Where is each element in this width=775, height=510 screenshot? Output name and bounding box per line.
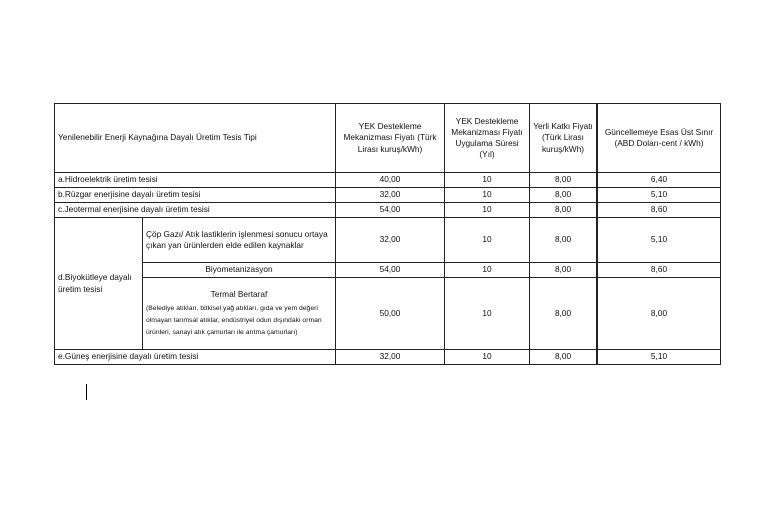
table-row bbox=[598, 263, 721, 278]
biomass-sub-label: Biyometanizasyon bbox=[143, 263, 336, 278]
thermal-title: Termal Bertaraf bbox=[210, 288, 268, 299]
header-type: Yenilenebilir Enerji Kaynağına Dayalı Üretim Tesis Tipi bbox=[55, 104, 336, 173]
row-local: 8,00 bbox=[530, 203, 597, 218]
header-duration: YEK Destekleme Mekanizması Fiyatı Uygulama Süresi (Yıl) bbox=[445, 104, 530, 173]
row-price: 32,00 bbox=[336, 188, 445, 203]
row-label: a.Hidroelektrik üretim tesisi bbox=[55, 173, 336, 188]
row-years: 10 bbox=[445, 218, 530, 263]
table-row bbox=[598, 350, 721, 365]
row-local: 8,00 bbox=[530, 263, 597, 278]
row-years: 10 bbox=[445, 203, 530, 218]
row-years: 10 bbox=[445, 263, 530, 278]
row-price: 32,00 bbox=[336, 350, 445, 365]
upper-limit-table bbox=[597, 103, 721, 365]
support-price-table bbox=[54, 103, 597, 365]
row-cap: 5,10 bbox=[598, 188, 721, 203]
biomass-sub-label: Çöp Gazı/ Atık lastiklerin işlenmesi sonucu ortaya çıkan yan ürünlerden elde edilen kaynaklar bbox=[143, 218, 336, 263]
row-years: 10 bbox=[445, 278, 530, 350]
table-row bbox=[598, 173, 721, 188]
row-price: 40,00 bbox=[336, 173, 445, 188]
row-local: 8,00 bbox=[530, 218, 597, 263]
table-row bbox=[598, 188, 721, 203]
row-local: 8,00 bbox=[530, 278, 597, 350]
row-local: 8,00 bbox=[530, 173, 597, 188]
row-years: 10 bbox=[445, 188, 530, 203]
header-price: YEK Destekleme Mekanizması Fiyatı (Türk Lirası kuruş/kWh) bbox=[336, 104, 445, 173]
thermal-detail: (Belediye atıkları, bitkisel yağ atıkları, gıda ve yem değeri olmayan tarımsal atıklar, endüstriyel odun dışındaki orman ürünleri, sanayi atık çamurları ile arıtma çamurları) bbox=[146, 304, 322, 337]
header-row bbox=[55, 104, 597, 173]
row-cap: 8,60 bbox=[598, 263, 721, 278]
row-cap: 5,10 bbox=[598, 218, 721, 263]
header-row bbox=[598, 104, 721, 173]
row-price: 50,00 bbox=[336, 278, 445, 350]
table-row bbox=[55, 188, 597, 203]
row-years: 10 bbox=[445, 173, 530, 188]
row-price: 32,00 bbox=[336, 218, 445, 263]
header-cap: Güncellemeye Esas Üst Sınır (ABD Doları-cent / kWh) bbox=[598, 104, 721, 173]
table-row bbox=[55, 218, 597, 263]
biomass-label: d.Biyokütleye dayalı üretim tesisi bbox=[55, 218, 143, 350]
row-local: 8,00 bbox=[530, 188, 597, 203]
row-years: 10 bbox=[445, 350, 530, 365]
text-cursor[interactable] bbox=[86, 384, 87, 400]
table-row bbox=[55, 350, 597, 365]
row-price: 54,00 bbox=[336, 263, 445, 278]
thermal-cell bbox=[143, 278, 336, 350]
table-row bbox=[598, 218, 721, 263]
row-cap: 8,60 bbox=[598, 203, 721, 218]
row-label: b.Rüzgar enerjisine dayalı üretim tesisi bbox=[55, 188, 336, 203]
row-price: 54,00 bbox=[336, 203, 445, 218]
table-row bbox=[598, 203, 721, 218]
row-label: c.Jeotermal enerjisine dayalı üretim tesisi bbox=[55, 203, 336, 218]
row-local: 8,00 bbox=[530, 350, 597, 365]
row-cap: 8,00 bbox=[598, 278, 721, 350]
row-label: e.Güneş enerjisine dayalı üretim tesisi bbox=[55, 350, 336, 365]
table-row bbox=[55, 203, 597, 218]
row-cap: 6,40 bbox=[598, 173, 721, 188]
table-row bbox=[55, 173, 597, 188]
table-row bbox=[598, 278, 721, 350]
row-cap: 5,10 bbox=[598, 350, 721, 365]
header-local: Yerli Katkı Fiyatı (Türk Lirası kuruş/kWh) bbox=[530, 104, 597, 173]
